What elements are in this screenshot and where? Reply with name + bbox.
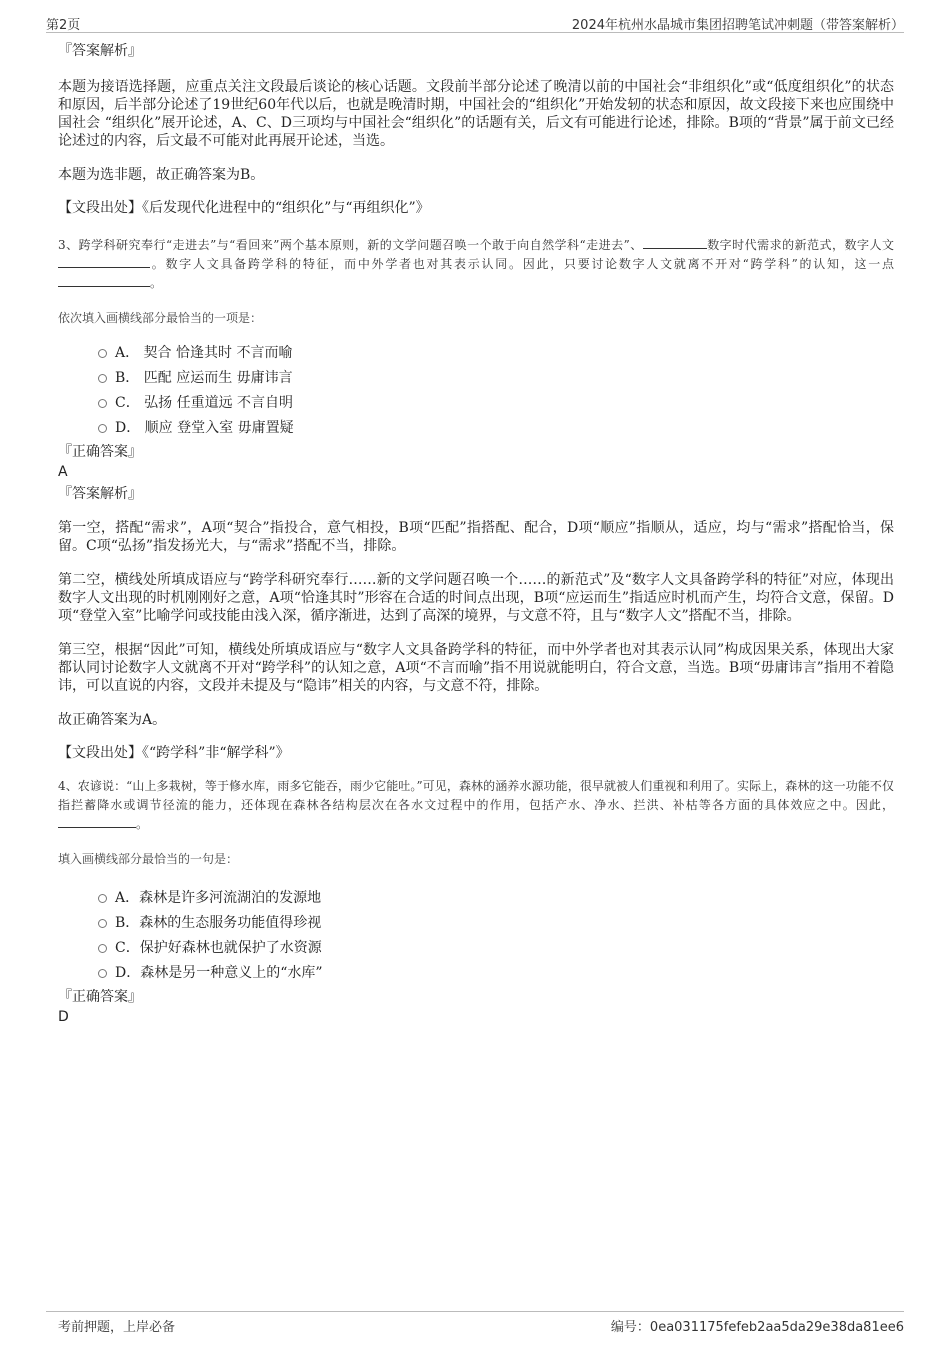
footer-code [611,1316,904,1335]
radio-icon[interactable] [98,969,107,978]
radio-icon[interactable] [98,349,107,358]
q3-stem-text-1: 3、跨学科研究奉行“走进去”与“看回来”两个基本原则，新的文学问题召唤一个敢于向自然学科“走进去”、 [58,238,643,252]
q3-options [58,341,894,441]
page-number: 第2页 [46,18,81,33]
q4-stem-text-1: 4、农谚说：“山上多栽树，等于修水库，雨多它能吞，雨少它能吐。”可见，森林的涵养水源功能，很早就被人们重视和利用了。实际上，森林的这一功能不仅指拦蓄降水或调节径流的能力，还体现在森林各结构层次在各水文过程中的作用，包括产水、净水、拦洪、补枯等各方面的具体效应之中。因此， [58,779,894,812]
radio-icon[interactable] [98,894,107,903]
option-label: B．森林的生态服务功能值得珍视 [115,915,322,931]
q3-analysis-p4: 故正确答案为A。 [58,712,167,728]
q4-stem [58,777,894,834]
q3-analysis-label: 『答案解析』 [58,486,142,502]
q4-options [58,886,894,986]
q2-source: 【文段出处】《后发现代化进程中的“组织化”与“再组织化”》 [58,200,430,216]
q4-stem-text-2: 。 [136,817,149,831]
radio-icon[interactable] [98,424,107,433]
q3-source: 【文段出处】《“跨学科”非“解学科”》 [58,745,290,761]
option-label: D．森林是另一种意义上的“水库” [115,965,323,981]
q2-analysis-label: 『答案解析』 [58,43,142,59]
q3-stem-text-3: 。数字人文具备跨学科的特征，而中外学者也对其表示认同。因此，只要讨论数字人文就离不开对“跨学科”的认知，这一点 [150,257,894,271]
page-footer [46,1311,904,1334]
q4-option-b[interactable] [98,911,894,936]
option-label: C．保护好森林也就保护了水资源 [115,940,322,956]
radio-icon[interactable] [98,399,107,408]
page-content [58,40,894,1026]
q3-option-b[interactable] [98,366,894,391]
option-label: A．森林是许多河流湖泊的发源地 [115,890,322,906]
q3-stem [58,236,894,293]
q2-analysis-p2: 本题为选非题，故正确答案为B。 [58,167,265,183]
q3-option-d[interactable] [98,416,894,441]
q3-prompt: 依次填入画横线部分最恰当的一项是： [58,311,263,325]
page-header [46,10,904,33]
q4-option-a[interactable] [98,886,894,911]
option-label: A． 契合 恰逢其时 不言而喻 [115,345,293,361]
q3-option-a[interactable] [98,341,894,366]
q4-blank [58,815,136,828]
document-title: 2024年杭州水晶城市集团招聘笔试冲刺题（带答案解析） [571,18,904,33]
radio-icon[interactable] [98,374,107,383]
q3-blank-2 [58,255,150,268]
footer-slogan: 考前押题，上岸必备 [58,1320,176,1335]
option-label: B． 匹配 应运而生 毋庸讳言 [115,370,293,386]
radio-icon[interactable] [98,944,107,953]
q4-correct-answer: D [58,1009,69,1025]
q3-blank-1 [643,236,707,249]
q3-analysis-p3: 第三空，根据“因此”可知，横线处所填成语应与“数字人文具备跨学科的特征，而中外学者也对其表示认同”构成因果关系，体现出大家都认同讨论数字人文就离不开对“跨学科”的认知之意，A项“不言而喻”指不用说就能明白，符合文意，当选。B项“毋庸讳言”指用不着隐讳，可以直说的内容，文段并未提及与“隐讳”相关的内容，与文意不符，排除。 [58,642,894,694]
option-label: D． 顺应 登堂入室 毋庸置疑 [115,420,294,436]
q2-analysis-p1: 本题为接语选择题，应重点关注文段最后谈论的核心话题。文段前半部分论述了晚清以前的中国社会“非组织化”或“低度组织化”的状态和原因，后半部分论述了19世纪60年代以后，也就是晚清时期，中国社会的“组织化”开始发轫的状态和原因，故文段接下来也应围绕中国社会 “组织化”展开论述，A、C、D三项均与中国社会“组织化”的话题有关，后文有可能进行论述，排除。B项的“背景”属于前文已经论述过的内容，后文最不可能对此再展开论述，当选。 [58,79,894,149]
q3-blank-3 [58,274,150,287]
footer-code-value: 0ea031175fefeb2aa5da29e38da81ee6 [649,1320,904,1335]
q3-stem-text-2: 数字时代需求的新范式，数字人文 [706,238,894,252]
q3-analysis-p2: 第二空，横线处所填成语应与“跨学科研究奉行……新的文学问题召唤一个……的新范式”及“数字人文具备跨学科的特征”对应，体现出数字人文出现的时机刚刚好之意，A项“恰逢其时”形容在合适的时间点出现，B项“应运而生”指适应时机而产生，均符合文意，保留。D项“登堂入室”比喻学问或技能由浅入深，循序渐进，达到了高深的境界，与文意不符，且与“数字人文”搭配不当，排除。 [58,572,894,624]
q3-option-c[interactable] [98,391,894,416]
q4-correct-label: 『正确答案』 [58,989,142,1005]
option-label: C． 弘扬 任重道远 不言自明 [115,395,294,411]
q4-option-d[interactable] [98,961,894,986]
q3-correct-label: 『正确答案』 [58,444,142,460]
q3-correct-answer: A [58,464,68,480]
q3-stem-text-4: 。 [150,276,163,290]
q4-option-c[interactable] [98,936,894,961]
radio-icon[interactable] [98,919,107,928]
q4-prompt: 填入画横线部分最恰当的一句是： [58,852,239,866]
q3-analysis-p1: 第一空，搭配“需求”，A项“契合”指投合，意气相投，B项“匹配”指搭配、配合，D项“顺应”指顺从，适应，均与“需求”搭配恰当，保留。C项“弘扬”指发扬光大，与“需求”搭配不当，排除。 [58,520,894,554]
footer-code-label: 编号： [610,1320,650,1335]
